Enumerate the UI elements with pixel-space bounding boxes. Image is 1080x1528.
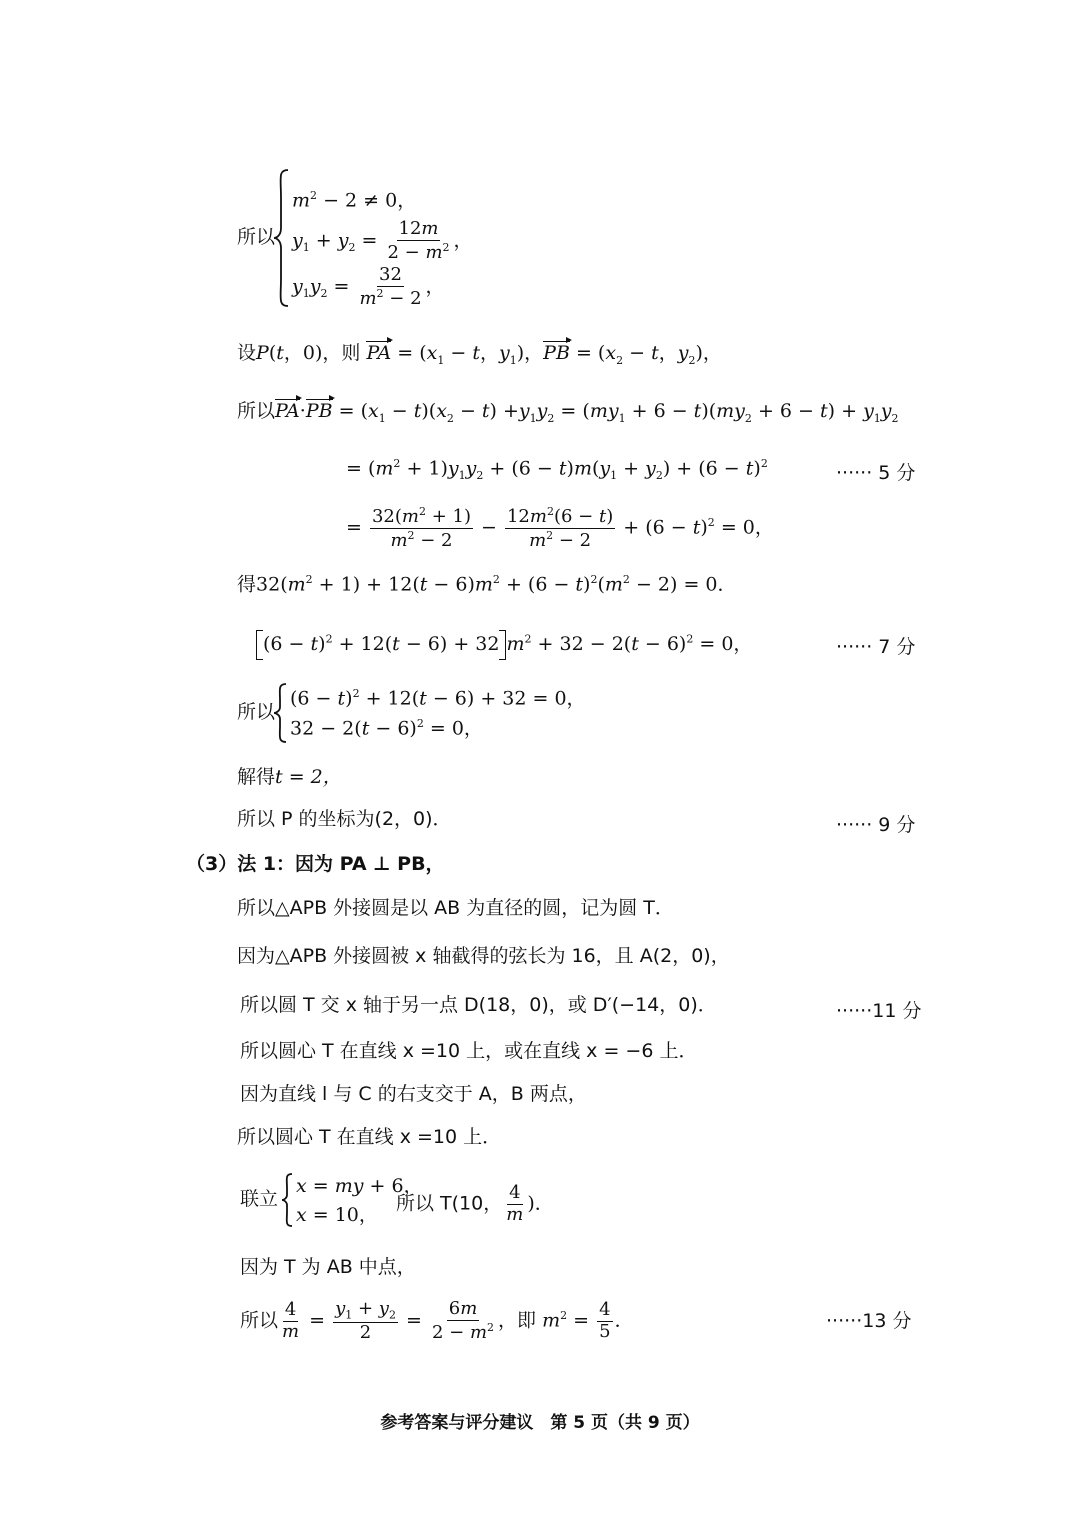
left-brace-2 bbox=[272, 682, 288, 744]
eq-bracket: $(6 - t)^2 + 12(t - 6) + 32$ $m^2 + 32 - 2(t - 6)^2 = 0$， bbox=[256, 630, 752, 660]
eq-sys2-b: $32 - 2(t - 6)^2 = 0$， bbox=[290, 717, 483, 740]
label-lianli: 联立 bbox=[240, 1188, 279, 1210]
line-circle: 所以△APB 外接圆是以 AB 为直径的圆，记为圆 T． bbox=[237, 897, 674, 919]
left-brace-3 bbox=[280, 1172, 294, 1228]
eq-y1-y2: $y_1y_2$ = $\frac{32}{m^2 - 2}$ ， bbox=[292, 264, 445, 309]
label-suoyi-2: 所以 bbox=[237, 701, 276, 723]
eq-sys3-b: x = 10， bbox=[296, 1204, 378, 1226]
eq-y1-plus-y2: $y_1 + y_2$ = $\frac{12m}{2 - m^2}$ ， bbox=[292, 218, 473, 263]
eq-set-P: 设P(t，0)，则 PA = ($x_1 - t$，$y_1$)，PB = ($x_2 - t$，$y_2$)， bbox=[237, 342, 722, 367]
eq-sys3-a: x = my + 6， bbox=[296, 1175, 423, 1197]
line-center2: 所以圆心 T 在直线 x =10 上． bbox=[237, 1126, 502, 1148]
eq-dot-product: 所以$PA\cdot PB = (x_1 - t)(x_2 - t) +y_1y_2 = (my_1 + 6 - t)(my_2 + 6 - t) + y_1y_2$ bbox=[237, 400, 899, 425]
eq-expand: = $(m^2 + 1)y_1y_2 + (6 - t)m(y_1 + y_2) + (6 - t)^2$ bbox=[346, 457, 768, 483]
eq-substitute: = $\frac{32(m^2 + 1)}{m^2 - 2}$ − $\frac{12m^2(6 - t)}{m^2 - 2}$ + $(6 - t)^2 = 0$， bbox=[346, 505, 774, 551]
line-D: 所以圆 T 交 x 轴于另一点 D(18，0)，或 D′(−14，0)． bbox=[240, 994, 717, 1016]
part3-heading: （3）法 1：因为 PA ⊥ PB， bbox=[186, 853, 445, 875]
line-chord: 因为△APB 外接圆被 x 轴截得的弦长为 16，且 A(2，0)， bbox=[237, 945, 730, 967]
eq-final: 所以 $\frac{4}{m}$ = $\frac{y_1 + y_2}{2}$ = $\frac{6m}{2 - m^2}$ ，即 $m^2$ = $\frac{4}{5}$ ． bbox=[240, 1298, 634, 1344]
eq-T-coord: 所以 T(10， $\frac{4}{m}$ )． bbox=[396, 1182, 554, 1225]
eq-sys2-a: $(6 - t)^2 + 12(t - 6) + 32 = 0$， bbox=[290, 687, 586, 710]
score-9: ······ 9 分 bbox=[836, 814, 916, 836]
score-5: ······ 5 分 bbox=[836, 462, 916, 484]
page-footer: 参考答案与评分建议 第 5 页（共 9 页） bbox=[380, 1413, 700, 1433]
left-brace-1 bbox=[272, 168, 290, 308]
eq-de: 得$32(m^2 + 1) + 12(t - 6)m^2 + (6 - t)^2(m^2 - 2) = 0$． bbox=[237, 573, 737, 596]
score-11: ······11 分 bbox=[836, 1000, 922, 1022]
line-center: 所以圆心 T 在直线 x =10 上，或在直线 x = −6 上． bbox=[240, 1040, 698, 1062]
eq-m2-ne-0: $m^2 - 2 \ne 0$， bbox=[292, 189, 417, 212]
score-7: ······ 7 分 bbox=[836, 636, 916, 658]
label-suoyi-1: 所以 bbox=[237, 226, 276, 248]
line-midpoint: 因为 T 为 AB 中点， bbox=[240, 1256, 416, 1278]
score-13: ······13 分 bbox=[826, 1310, 912, 1332]
p-coordinate: 所以 P 的坐标为(2，0)． bbox=[237, 808, 452, 830]
line-right-branch: 因为直线 l 与 C 的右支交于 A，B 两点， bbox=[240, 1083, 587, 1105]
eq-solve-t: 解得t = 2， bbox=[237, 766, 342, 788]
